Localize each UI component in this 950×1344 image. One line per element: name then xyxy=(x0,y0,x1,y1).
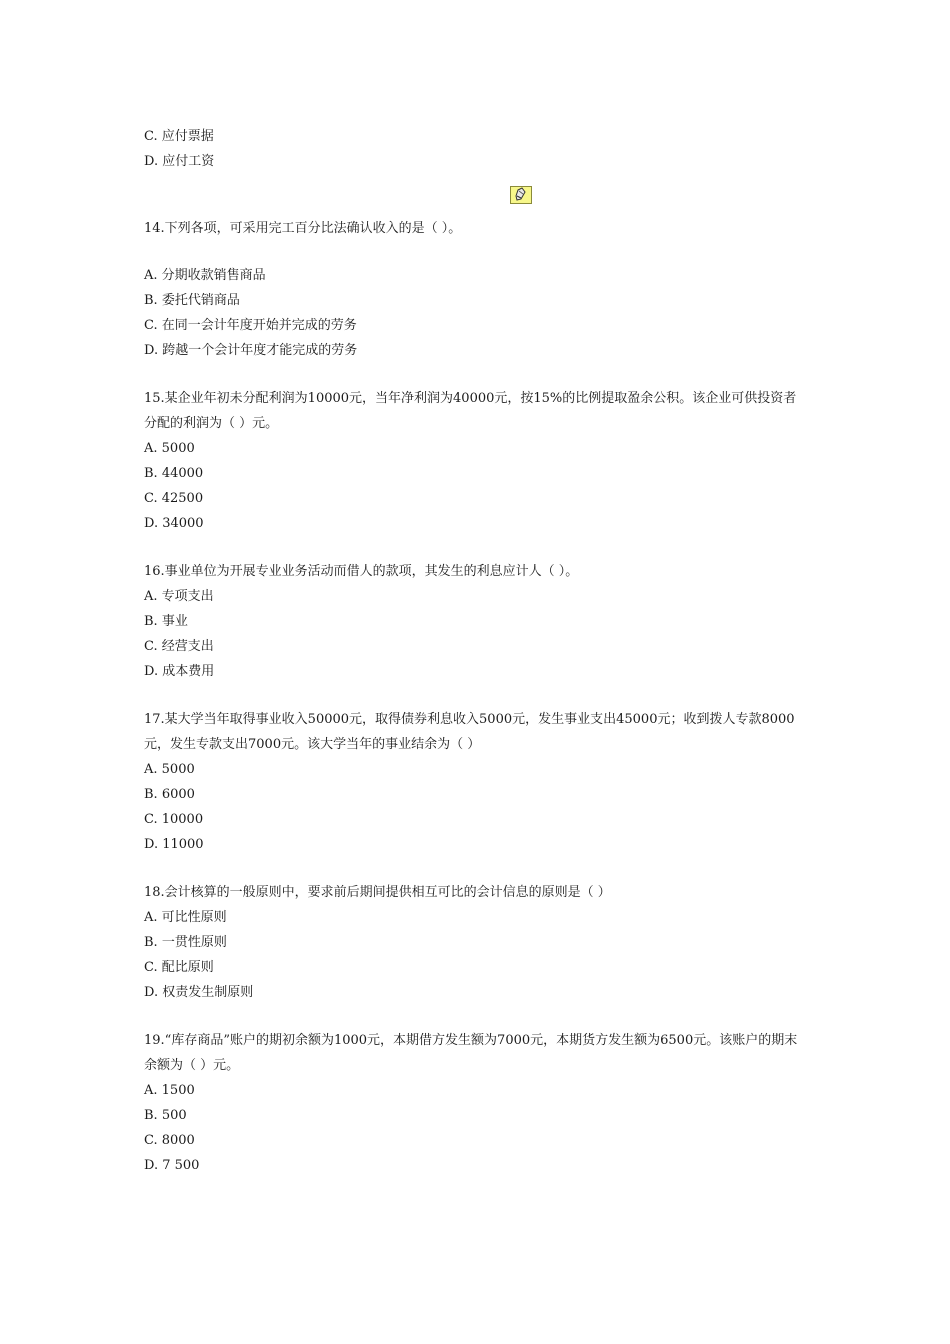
option: A. 5000 xyxy=(144,441,195,456)
option: C. 经营支出 xyxy=(144,639,214,654)
option: D. 7 500 xyxy=(144,1158,200,1173)
option: D. 应付工资 xyxy=(144,154,215,169)
option: D. 成本费用 xyxy=(144,664,215,679)
pencil-icon xyxy=(510,186,532,204)
option: D. 34000 xyxy=(144,516,204,531)
question-text: 14.下列各项，可采用完工百分比法确认收入的是（ ）。 xyxy=(144,221,462,236)
question-text: 17.某大学当年取得事业收入50000元，取得债券利息收入5000元，发生事业支出45000元；收到拨人专款8000元，发生专款支出7000元。该大学当年的事业结余为（ ） xyxy=(144,712,795,752)
option: C. 配比原则 xyxy=(144,960,214,975)
option: C. 10000 xyxy=(144,812,204,827)
option: D. 跨越一个会计年度才能完成的劳务 xyxy=(144,343,358,358)
option: A. 可比性原则 xyxy=(144,910,227,925)
icon-row xyxy=(144,182,804,216)
option: D. 11000 xyxy=(144,837,204,852)
option: B. 6000 xyxy=(144,787,195,802)
option: B. 44000 xyxy=(144,466,204,481)
document-page xyxy=(144,124,804,1178)
option: B. 一贯性原则 xyxy=(144,935,227,950)
option: A. 5000 xyxy=(144,762,195,777)
option: C. 应付票据 xyxy=(144,129,214,144)
option: C. 42500 xyxy=(144,491,204,506)
option: B. 500 xyxy=(144,1108,187,1123)
question-text: 19.“库存商品”账户的期初余额为1000元，本期借方发生额为7000元，本期货方发生额为6500元。该账户的期末余额为（ ）元。 xyxy=(144,1033,798,1073)
option: A. 1500 xyxy=(144,1083,195,1098)
option: B. 委托代销商品 xyxy=(144,293,240,308)
option: C. 在同一会计年度开始并完成的劳务 xyxy=(144,318,357,333)
option: D. 权责发生制原则 xyxy=(144,985,254,1000)
option: B. 事业 xyxy=(144,614,188,629)
option: C. 8000 xyxy=(144,1133,195,1148)
question-text: 18.会计核算的一般原则中，要求前后期间提供相互可比的会计信息的原则是（ ） xyxy=(144,885,611,900)
question-text: 16.事业单位为开展专业业务活动而借人的款项，其发生的利息应计人（ ）。 xyxy=(144,564,579,579)
question-text: 15.某企业年初未分配利润为10000元，当年净利润为40000元，按15%的比例提取盈余公积。该企业可供投资者分配的利润为（ ）元。 xyxy=(144,391,797,431)
option: A. 分期收款销售商品 xyxy=(144,268,266,283)
option: A. 专项支出 xyxy=(144,589,214,604)
